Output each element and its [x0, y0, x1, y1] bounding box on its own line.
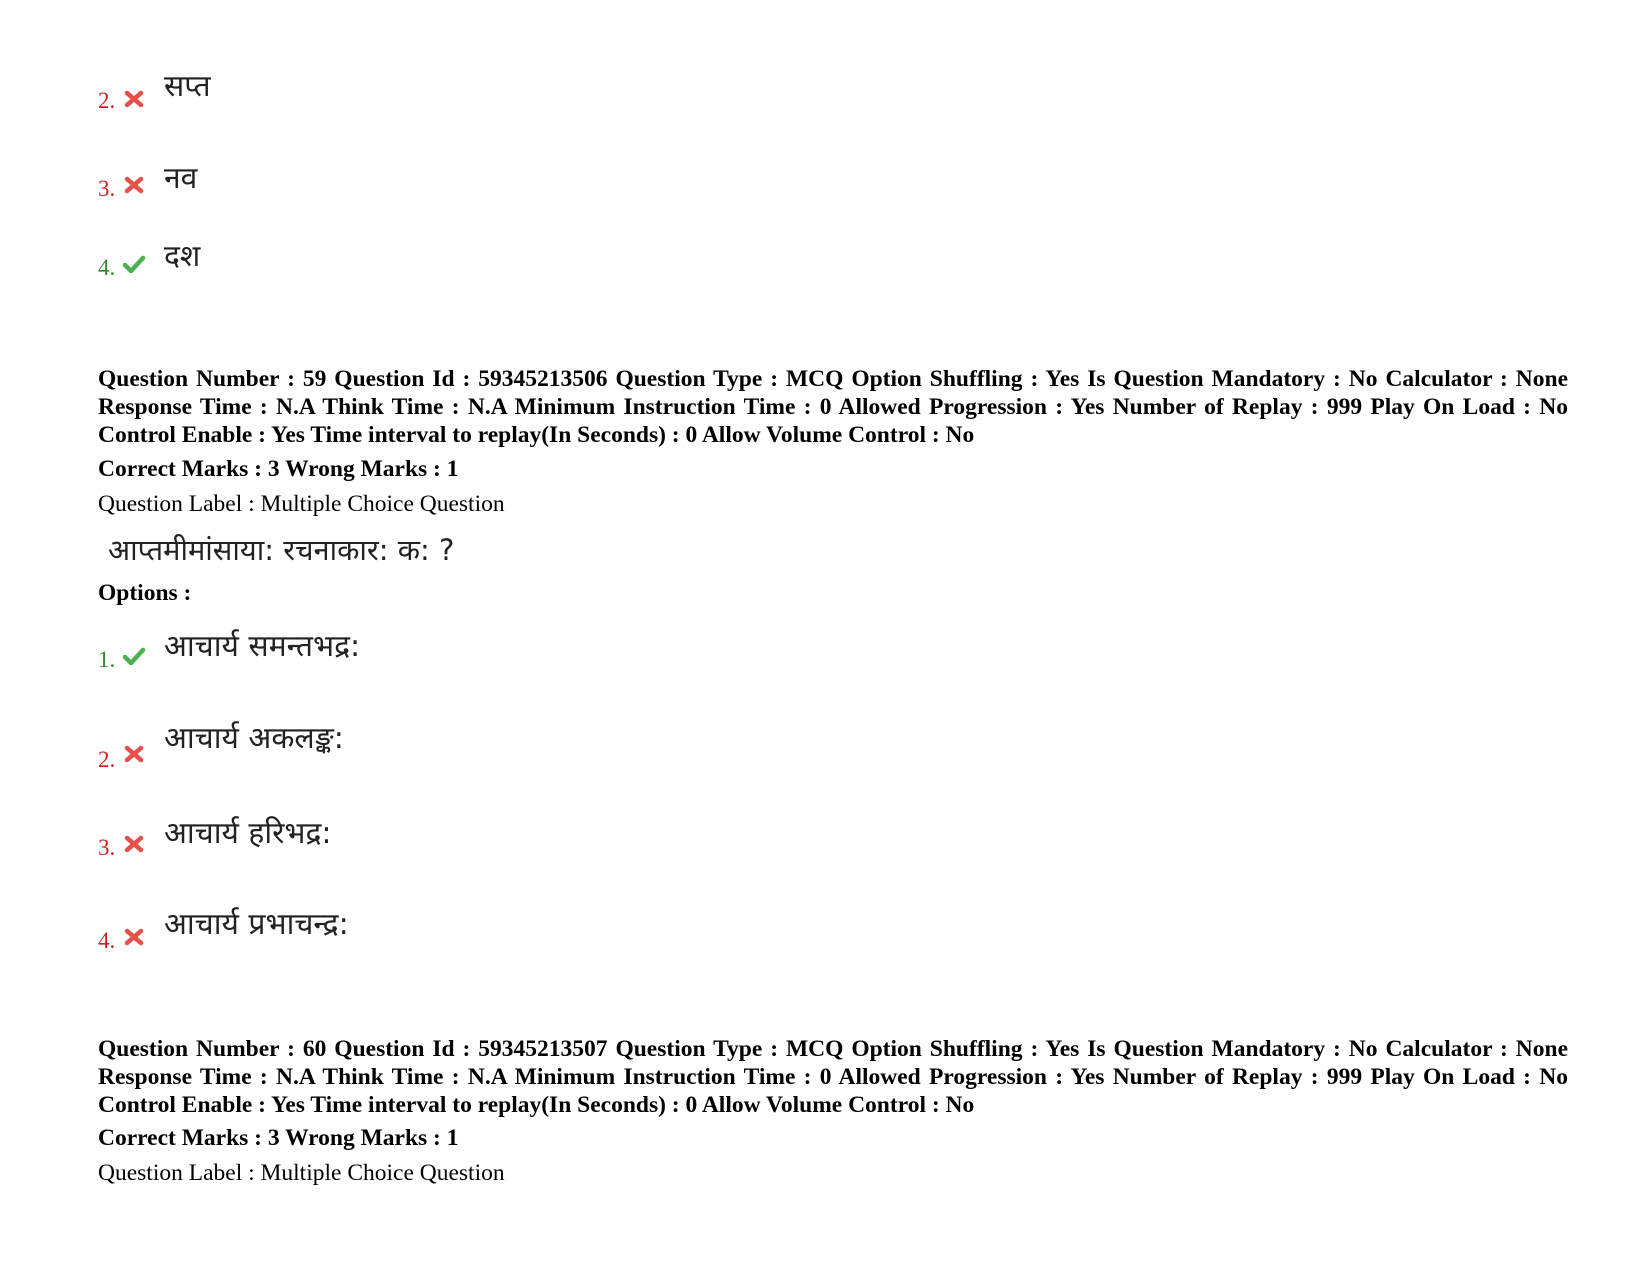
question-label: Question Label : Multiple Choice Question: [98, 491, 505, 517]
option-number: 1.: [98, 647, 116, 672]
option-number: 2.: [98, 88, 116, 113]
option-number: 2.: [98, 747, 116, 772]
option-row: [98, 815, 698, 875]
option-row: [98, 68, 698, 128]
question-meta: Question Number : 59 Question Id : 59345213506 Question Type : MCQ Option Shuffling : Yes Is Question Mandatory : No Calculator : None Response Time : N.A Think Time : N.A Minimum Instruction Time : 0 Allowed Progression : Yes Number of Replay : 999 Play On Load : No Control Enable : Yes Time interval to replay(In Seconds) : 0 Allow Volume Control : No: [98, 366, 1568, 448]
question-marks: Correct Marks : 3 Wrong Marks : 1: [98, 1125, 459, 1151]
options-heading: Options :: [98, 580, 192, 606]
option-row: [98, 630, 698, 690]
cross-icon: [122, 743, 146, 765]
option-text: आचार्य हरिभद्र:: [164, 816, 332, 851]
option-number: 3.: [98, 835, 116, 860]
question-marks: Correct Marks : 3 Wrong Marks : 1: [98, 456, 459, 482]
option-row: [98, 720, 698, 780]
option-text: सप्त: [164, 69, 211, 104]
question-text: आप्तमीमांसाया: रचनाकार: क: ?: [108, 533, 455, 567]
option-row: [98, 158, 698, 218]
question-meta: Question Number : 60 Question Id : 59345213507 Question Type : MCQ Option Shuffling : Yes Is Question Mandatory : No Calculator : None Response Time : N.A Think Time : N.A Minimum Instruction Time : 0 Allowed Progression : Yes Number of Replay : 999 Play On Load : No Control Enable : Yes Time interval to replay(In Seconds) : 0 Allow Volume Control : No: [98, 1036, 1568, 1118]
check-icon: [122, 254, 146, 276]
option-row: [98, 240, 698, 300]
option-number: 3.: [98, 176, 116, 201]
question-label: Question Label : Multiple Choice Question: [98, 1160, 505, 1186]
option-text: दश: [164, 239, 201, 274]
check-icon: [122, 646, 146, 668]
option-text: नव: [164, 161, 198, 196]
cross-icon: [122, 926, 146, 948]
cross-icon: [122, 88, 146, 110]
option-row: [98, 908, 698, 968]
cross-icon: [122, 833, 146, 855]
cross-icon: [122, 174, 146, 196]
option-number: 4.: [98, 928, 116, 953]
option-number: 4.: [98, 255, 116, 280]
option-text: आचार्य समन्तभद्र:: [164, 629, 361, 664]
option-text: आचार्य प्रभाचन्द्र:: [164, 907, 349, 942]
option-text: आचार्य अकलङ्क:: [164, 721, 344, 756]
